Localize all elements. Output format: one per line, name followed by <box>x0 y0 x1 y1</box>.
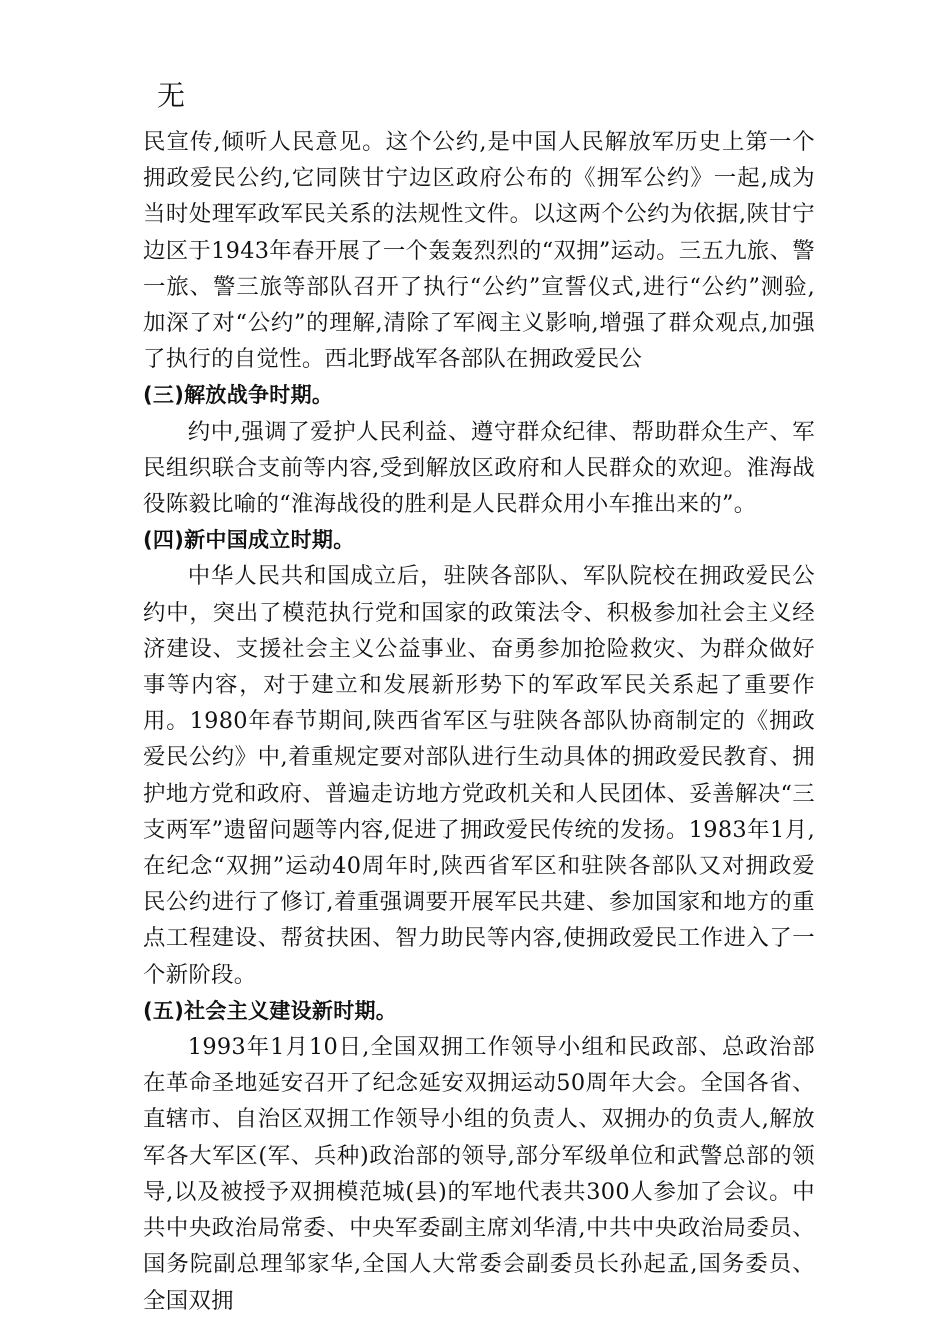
paragraph-2: 约中,强调了爱护人民利益、遵守群众纪律、帮助群众生产、军民组织联合支前等内容,受到解放区政府和人民群众的欢迎。淮海战役陈毅比喻的“淮海战役的胜利是人民群众用小车推出来的”。 <box>143 418 815 518</box>
section-heading-3: (三)解放战争时期。 <box>143 383 334 408</box>
paragraph-4: 1993年1月10日,全国双拥工作领导小组和民政部、总政治部在革命圣地延安召开了纪念延安双拥运动50周年大会。全国各省、直辖市、自治区双拥工作领导小组的负责人、双拥办的负责人,解放军各大军区(军、兵种)政治部的领导,部分军级单位和武警总部的领导,以及被授予双拥模范城(县)的军地代表共300人参加了会议。中共中央政治局常委、中央军委副主席刘华清,中共中央政治局委员、国务院副总理邹家华,全国人大常委会副委员长孙起孟,国务委员、全国双拥 <box>143 1034 815 1314</box>
paragraph-3: 中华人民共和国成立后，驻陕各部队、军队院校在拥政爱民公约中，突出了模范执行党和国家的政策法令、积极参加社会主义经济建设、支援社会主义公益事业、奋勇参加抢险救灾、为群众做好事等内容，对于建立和发展新形势下的军政军民关系起了重要作用。1980年春节期间,陕西省军区与驻陕各部队协商制定的《拥政爱民公约》中,着重规定要对部队进行生动具体的拥政爱民教育、拥护地方党和政府、普遍走访地方党政机关和人民团体、妥善解决“三支两军”遗留问题等内容,促进了拥政爱民传统的发扬。1983年1月,在纪念“双拥”运动40周年时,陕西省军区和驻陕各部队又对拥政爱民公约进行了修订,着重强调要开展军民共建、参加国家和地方的重点工程建设、帮贫扶困、智力助民等内容,使拥政爱民工作进入了一个新阶段。 <box>143 563 815 988</box>
section-heading-5: (五)社会主义建设新时期。 <box>143 998 398 1023</box>
paragraph-1: 民宣传,倾听人民意见。这个公约,是中国人民解放军历史上第一个拥政爱民公约,它同陕甘宁边区政府公布的《拥军公约》一起,成为当时处理军政军民关系的法规性文件。以这两个公约为依据,陕甘宁边区于1943年春开展了一个轰轰烈烈的“双拥”运动。三五九旅、警一旅、警三旅等部队召开了执行“公约”宣誓仪式,进行“公约”测验,加深了对“公约”的理解,清除了军阀主义影响,增强了群众观点,加强了执行的自觉性。西北野战军各部队在拥政爱民公 <box>143 129 815 373</box>
document-body <box>143 124 815 1319</box>
section-heading-4: (四)新中国成立时期。 <box>143 528 355 553</box>
page-header-mark: 无 <box>157 79 186 112</box>
